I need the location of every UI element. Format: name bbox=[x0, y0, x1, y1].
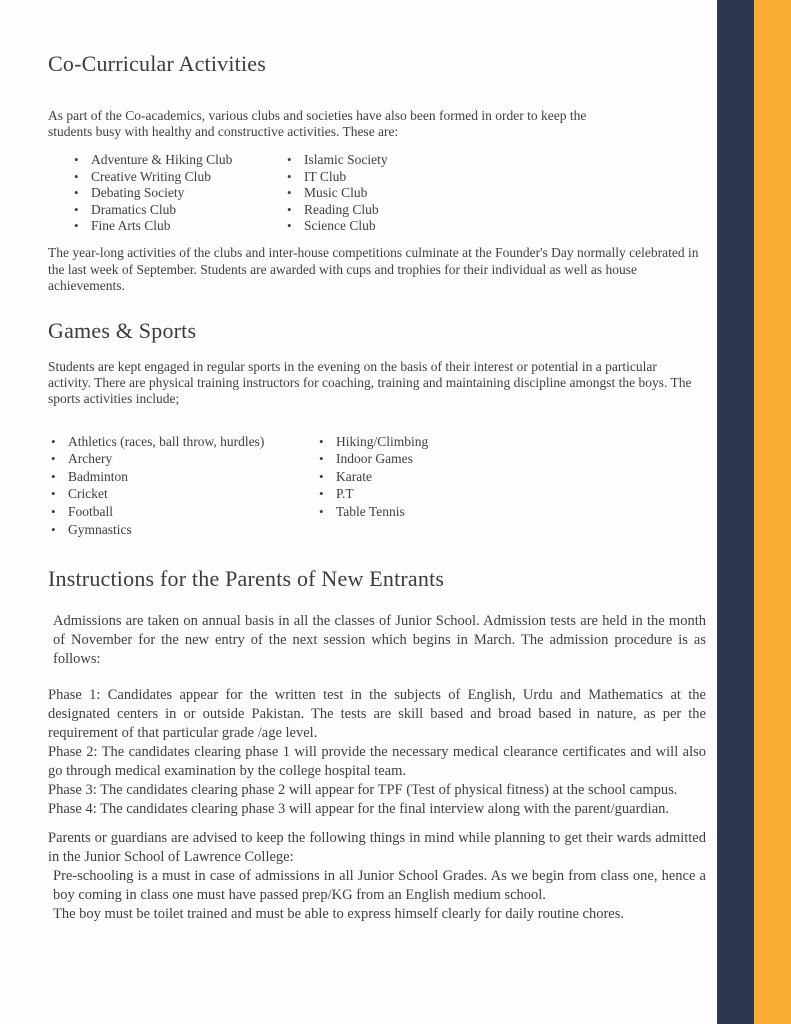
admissions-paragraph: Admissions are taken on annual basis in all the classes of Junior School. Admission tests are held in the month of November for the new entry of the next session which begins in March. The admission procedure is as follows: bbox=[53, 613, 706, 668]
page-content bbox=[48, 0, 706, 924]
sports-list bbox=[48, 433, 706, 539]
list-item: • Islamic Society bbox=[287, 152, 388, 168]
list-item: • Adventure & Hiking Club bbox=[74, 152, 287, 168]
clubs-list bbox=[48, 152, 706, 234]
list-item: • Fine Arts Club bbox=[74, 218, 287, 234]
admission-phases bbox=[48, 686, 706, 819]
clubs-column-2 bbox=[287, 152, 388, 234]
list-item: • Hiking/Climbing bbox=[319, 433, 428, 451]
clubs-column-1 bbox=[48, 152, 287, 234]
navy-stripe bbox=[717, 0, 754, 1024]
co-curricular-intro-paragraph: As part of the Co-academics, various clubs and societies have also been formed in order to keep the students busy with healthy and constructive activities. These are: bbox=[48, 108, 587, 140]
list-item: • Athletics (races, ball throw, hurdles) bbox=[51, 433, 319, 451]
list-item: • Cricket bbox=[51, 485, 319, 503]
section-title-games-sports: Games & Sports bbox=[48, 318, 197, 344]
list-item: • Table Tennis bbox=[319, 503, 428, 521]
list-item: • P.T bbox=[319, 485, 428, 503]
list-item: • Creative Writing Club bbox=[74, 169, 287, 185]
list-item: • Indoor Games bbox=[319, 450, 428, 468]
list-item: • Debating Society bbox=[74, 185, 287, 201]
list-item: • Reading Club bbox=[287, 202, 388, 218]
list-item: • Music Club bbox=[287, 185, 388, 201]
list-item: • Badminton bbox=[51, 468, 319, 486]
games-sports-intro-paragraph: Students are kept engaged in regular sports in the evening on the basis of their interest or potential in a particular activity. There are physical training instructors for coaching, training and maintaining discipline amongst the boys. The sports activities include; bbox=[48, 359, 692, 407]
guidance-paragraph: Parents or guardians are advised to keep the following things in mind while planning to get their wards admitted in the Junior School of Lawrence College: bbox=[48, 830, 706, 866]
section-title-co-curricular: Co-Curricular Activities bbox=[48, 51, 267, 76]
list-item: • Karate bbox=[319, 468, 428, 486]
sports-column-2 bbox=[319, 433, 428, 539]
phase-2: Phase 2: The candidates clearing phase 1 will provide the necessary medical clearance certificates and will also go through medical examination by the college hospital team. bbox=[48, 744, 706, 780]
phase-3: Phase 3: The candidates clearing phase 2 will appear for TPF (Test of physical fitness) at the school campus. bbox=[48, 782, 678, 799]
orange-stripe bbox=[754, 0, 791, 1024]
phase-4: Phase 4: The candidates clearing phase 3 will appear for the final interview along with the parent/guardian. bbox=[48, 801, 670, 818]
list-item: • Dramatics Club bbox=[74, 202, 287, 218]
co-curricular-outro-paragraph: The year-long activities of the clubs and inter-house competitions culminate at the Founder's Day normally celebrated in the last week of September. Students are awarded with cups and trophies for their individual as well as house achievements. bbox=[48, 245, 699, 293]
list-item: • Science Club bbox=[287, 218, 388, 234]
list-item: • Football bbox=[51, 503, 319, 521]
list-item: • IT Club bbox=[287, 169, 388, 185]
phase-1: Phase 1: Candidates appear for the written test in the subjects of English, Urdu and Mathematics at the designated centers in or outside Pakistan. The tests are skill based and broad based in nature, as per the requirement of that particular grade /age level. bbox=[48, 687, 706, 742]
parent-guidance bbox=[48, 829, 706, 924]
sports-column-1 bbox=[48, 433, 319, 539]
section-title-instructions: Instructions for the Parents of New Entrants bbox=[48, 566, 445, 592]
guidance-paragraph: Pre-schooling is a must in case of admissions in all Junior School Grades. As we begin from class one, hence a boy coming in class one must have passed prep/KG from an English medium school. bbox=[53, 868, 706, 904]
guidance-paragraph: The boy must be toilet trained and must be able to express himself clearly for daily routine chores. bbox=[53, 906, 624, 923]
list-item: • Gymnastics bbox=[51, 521, 319, 539]
list-item: • Archery bbox=[51, 450, 319, 468]
